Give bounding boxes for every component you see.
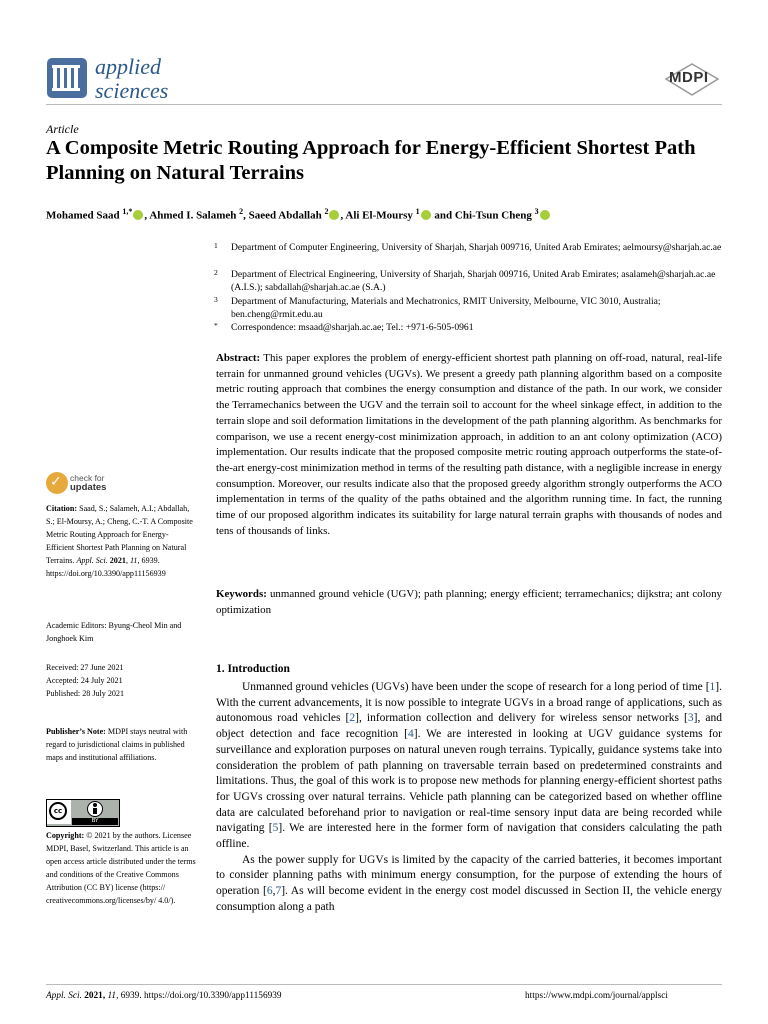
affiliation-number: 1 <box>214 241 218 250</box>
abstract-label: Abstract: <box>216 352 261 364</box>
orcid-icon[interactable] <box>133 210 143 220</box>
published-date: Published: 28 July 2021 <box>46 689 125 698</box>
reference-link[interactable]: 2 <box>349 712 356 725</box>
orcid-icon[interactable] <box>421 210 431 220</box>
abstract-text: This paper explores the problem of energy-efficient shortest path planning on off-road, natural, real-life terrain for unmanned ground vehicles (UGVs). We present a greedy path planning algorithm based on a composite metric routing approach that combines the energy consumption and distance of the path. In our work, we consider the Terramechanics between the UGV and the terrain soil to account for the wheel sinkage effect, in addition to the terrain slope and soil deformation limitations in the development of the path planning algorithm. As benchmarks for comparison, we use a recent energy-cost minimization approach, in addition to an ant colony optimization (ACO) implementation. Our results indicate that the proposed composite metric routing approach outperforms the state-of-the-art energy-cost minimization method in terms of the resulting path distance, with a negligible increase in energy consumption. Moreover, our results indicate also that the proposed greedy algorithm strongly outperforms the ACO implementation in terms of the quality of the paths obtained and the algorithm running time. In fact, the running time of our proposed algorithm indicates its suitability for large natural terrain graphs with thousands of nodes and tens of thousands of links. <box>216 352 722 537</box>
header-divider <box>46 104 722 105</box>
journal-name <box>95 55 168 103</box>
paragraph-text: ], information collection and delivery for wireless sensor networks [ <box>355 712 688 725</box>
journal-name-line2: sciences <box>95 78 169 103</box>
publisher-name: MDPI <box>669 69 709 86</box>
paragraph <box>216 680 722 853</box>
affiliation-text: Department of Electrical Engineering, University of Sharjah, Sharjah 009716, United Arab Emirates; asalameh@sharjah.ac.ae (A.I.S.); sabdallah@sharjah.ac.ae (S.A.) <box>231 269 716 293</box>
copyright-block <box>46 829 196 907</box>
footer-journal: Appl. Sci. <box>46 991 82 1001</box>
journal-name-line1: applied <box>95 54 161 79</box>
footer-citation <box>46 991 282 1001</box>
citation-journal: Appl. Sci. <box>76 556 108 565</box>
author-name: Ali El-Moursy <box>345 209 413 222</box>
paragraph-text: ]. With the current advancements, it is now possible to integrate UGVs in a broad range of applications, such as autonomous road vehicles [ <box>216 681 722 725</box>
citation-year: 2021 <box>109 556 126 565</box>
author-affiliation-sup: 2 <box>239 207 244 216</box>
reference-link[interactable]: 7 <box>275 885 282 898</box>
reference-link[interactable]: 1 <box>709 681 716 693</box>
check-for-updates-line1[interactable]: check for <box>70 473 105 483</box>
paragraph-text: ], and object detection and face recognition [ <box>216 712 722 741</box>
orcid-icon[interactable] <box>540 210 550 220</box>
affiliation-item <box>214 241 724 254</box>
affiliation-number: 2 <box>214 268 218 277</box>
keywords-text: unmanned ground vehicle (UGV); path planning; energy efficient; terramechanics; dijkstra; ant colony optimization <box>216 588 722 616</box>
accepted-date: Accepted: 24 July 2021 <box>46 676 123 685</box>
author-name: Chi-Tsun Cheng <box>454 209 532 222</box>
attribution-body-icon <box>93 808 97 814</box>
reference-link[interactable]: 5 <box>272 822 279 835</box>
section-title: 1. Introduction <box>216 663 290 675</box>
article-title: A Composite Metric Routing Approach for Energy-Efficient Shortest Path Planning on Natural Terrains <box>46 137 696 184</box>
reference-link[interactable]: 4 <box>407 728 414 741</box>
footer-volume: 11, <box>107 991 119 1001</box>
author-affiliation-sup: 1,* <box>122 207 133 216</box>
attribution-head-icon <box>93 803 97 807</box>
orcid-icon[interactable] <box>329 210 339 220</box>
affiliation-number: * <box>214 321 218 330</box>
author-name: Saeed Abdallah <box>248 209 322 222</box>
academic-editors: Academic Editors: Byung-Cheol Min and Jonghoek Kim <box>46 621 182 643</box>
citation-page: 6939. <box>141 556 160 565</box>
paragraph-text: As the power supply for UGVs is limited by the capacity of the carried batteries, it becomes important to consider planning paths with minimum energy consumption, for the purpose of extending the hours of operation [ <box>216 853 722 898</box>
footer-year: 2021, <box>84 991 106 1001</box>
affiliation-item <box>214 268 724 294</box>
footer-divider <box>46 984 722 985</box>
author-affiliation-sup: 3 <box>534 207 539 216</box>
copyright-label: Copyright: <box>46 831 85 840</box>
section-body <box>216 680 722 916</box>
footer-doi[interactable]: 6939. https://doi.org/10.3390/app11156939 <box>120 991 282 1001</box>
publisher-note <box>46 725 196 764</box>
copyright-text: © 2021 by the authors. Licensee MDPI, Basel, Switzerland. This article is an open access article distributed under the terms and conditions of the Creative Commons Attribution (CC BY) license (https:// creativecommons.org/licenses/by/ 4.0/). <box>46 831 196 905</box>
author-list: Mohamed Saad $^{1,*}$ , Ahmed I. Salameh $^2$, Saeed Abdallah $^2$ , Ali El-Moursy $^1$ and Chi-Tsun Cheng $^3$ <box>46 204 726 224</box>
journal-logo-icon <box>46 57 88 99</box>
paragraph <box>216 853 722 916</box>
citation-block: Citation: Saad, S.; Salameh, A.I.; Abdallah, S.; El-Moursy, A.; Cheng, C.-T. A Composite Metric Routing Approach for Energy-Efficient Shortest Path Planning on Natural Terrains. Appl. Sci. 2021, 11, 6939. https://doi.org/10.3390/app11156939 <box>46 504 193 578</box>
checkmark-icon: ✓ <box>50 474 62 490</box>
affiliation-item <box>214 295 724 321</box>
footer-journal-url[interactable]: https://www.mdpi.com/journal/applsci <box>525 991 668 1001</box>
affiliation-text: Department of Manufacturing, Materials and Mechatronics, RMIT University, Melbourne, VIC 3010, Australia; ben.cheng@rmit.edu.au <box>231 296 661 320</box>
citation-doi-link[interactable]: https://doi.org/10.3390/app11156939 <box>46 569 166 578</box>
citation-text: Saad, S.; Salameh, A.I.; Abdallah, S.; El-Moursy, A.; Cheng, C.-T. A Composite Metric Routing Approach for Energy-Efficient Shortest Path Planning on Natural Terrains. <box>46 504 193 565</box>
reference-link[interactable]: 6 <box>266 885 273 898</box>
cc-icon: cc <box>49 802 67 820</box>
abstract <box>216 351 722 539</box>
reference-link[interactable]: 3 <box>687 712 694 725</box>
publisher-note-text: MDPI stays neutral with regard to jurisdictional claims in published maps and institutional affiliations. <box>46 727 188 762</box>
author-affiliation-sup: 2 <box>324 207 329 216</box>
publisher-note-label: Publisher’s Note: <box>46 727 106 736</box>
paragraph-text: ]. As will become evident in the energy cost model discussed in Section II, the vehicle energy consumption along a path <box>216 885 722 913</box>
citation-label: Citation: <box>46 504 78 513</box>
paragraph-text: Unmanned ground vehicles (UGVs) have been under the scope of research for a long period of time [ <box>242 681 710 693</box>
affiliation-item <box>214 321 724 334</box>
paragraph-text: ]. We are interested in looking at UGV guidance systems for surveillance and exploration purposes on natural uneven rough terrains. Typically, guidance systems take into consideration the problem of path planning on traversable terrain based on predetermined constraints and limitations. Thus, the goal of this work is to propose new methods for planning energy-efficient shortest paths for UGVs crossing over natural terrains. Vehicle path planning can be categorized based on whether offline data are calculated beforehand prior to navigation or real-time sensory input data are being recorded while navigating [ <box>216 728 722 835</box>
cc-by-label: BY <box>72 818 118 825</box>
keywords-label: Keywords: <box>216 588 267 600</box>
citation-volume: 11 <box>129 556 138 565</box>
affiliation-text: Department of Computer Engineering, University of Sharjah, Sharjah 009716, United Arab Emirates; aelmoursy@sharjah.ac.ae <box>231 242 722 253</box>
author-name: Ahmed I. Salameh <box>149 209 237 222</box>
paragraph-text: , <box>272 885 276 898</box>
affiliation-text: Correspondence: msaad@sharjah.ac.ae; Tel.: +971-6-505-0961 <box>231 322 474 333</box>
author-affiliation-sup: 1 <box>415 207 420 216</box>
author-name: Mohamed Saad <box>46 209 120 222</box>
check-for-updates-line2[interactable]: updates <box>70 482 107 493</box>
article-type: Article <box>46 122 79 136</box>
received-date: Received: 27 June 2021 <box>46 663 124 672</box>
affiliation-number: 3 <box>214 295 218 304</box>
paragraph-text: ]. We are interested here in the former form of navigation that considers calculating the path offline. <box>216 822 722 851</box>
keywords <box>216 587 722 618</box>
